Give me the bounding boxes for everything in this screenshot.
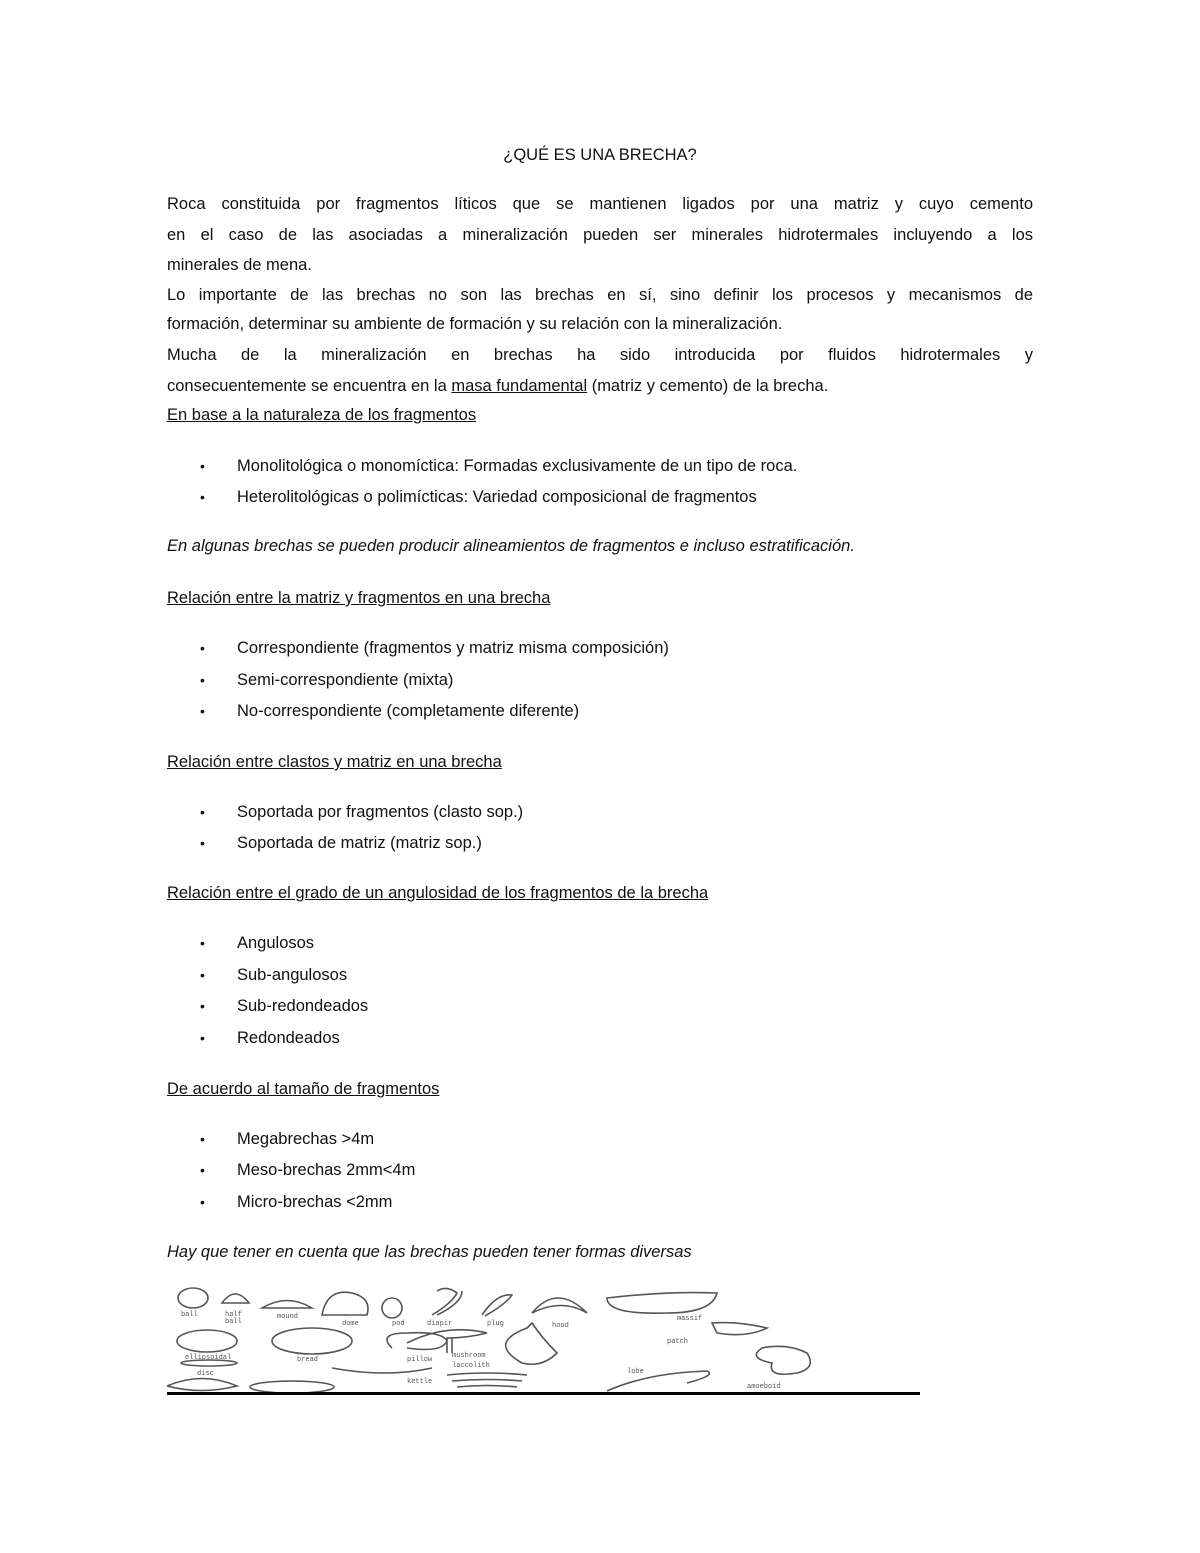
figure-label: dome — [342, 1320, 359, 1328]
list-item — [200, 670, 453, 690]
shape-patch — [712, 1323, 767, 1335]
figure-label: amoeboid — [747, 1383, 781, 1391]
italic-note: Hay que tener en cuenta que las brechas pueden tener formas diversas — [167, 1243, 692, 1261]
list-item-text: No-correspondiente (completamente diferente) — [237, 702, 580, 720]
list-item-text: Angulosos — [237, 934, 315, 952]
shape-diapir — [432, 1288, 462, 1315]
list-item-text: Sub-angulosos — [237, 966, 348, 984]
bullet-icon: • — [200, 998, 205, 1014]
list-item — [200, 965, 347, 985]
bullet-icon: • — [200, 1162, 205, 1178]
shape-lobe — [607, 1371, 710, 1391]
paragraph-line: Mucha de la mineralización en brechas ha sido introducida por fluidos hidrotermales y — [167, 346, 1033, 364]
bullet-icon: • — [200, 835, 205, 851]
list-item-text: Meso-brechas 2mm<4m — [237, 1161, 416, 1179]
shape-hood — [532, 1298, 587, 1313]
shape-dome — [322, 1292, 368, 1315]
section-heading: En base a la naturaleza de los fragmentos — [167, 406, 477, 424]
bullet-icon: • — [200, 640, 205, 656]
paragraph-line: Lo importante de las brechas no son las brechas en sí, sino definir los procesos y mecanismos de — [167, 286, 1033, 304]
figure-label: mushroom — [452, 1352, 486, 1360]
shape-half-ball — [222, 1294, 249, 1303]
list-item-text: Soportada de matriz (matriz sop.) — [237, 834, 482, 852]
list-item — [200, 933, 314, 953]
bullet-icon: • — [200, 489, 205, 505]
figure-label: kettle — [407, 1378, 433, 1386]
list-item-text: Heterolitológicas o polimícticas: Variedad composicional de fragmentos — [237, 488, 757, 506]
list-item-text: Correspondiente (fragmentos y matriz misma composición) — [237, 639, 669, 657]
list-item — [200, 1192, 392, 1212]
shape-pillow — [387, 1333, 447, 1350]
figure-label: lobe — [627, 1368, 644, 1376]
list-item — [200, 802, 523, 822]
figure-label: pillow — [407, 1356, 433, 1364]
list-item — [200, 833, 482, 853]
list-item — [200, 1160, 415, 1180]
shape-lens — [167, 1379, 237, 1391]
paragraph-line: en el caso de las asociadas a mineralización pueden ser minerales hidrotermales incluyendo a los — [167, 226, 1033, 244]
paragraph-line: Roca constituida por fragmentos líticos que se mantienen ligados por una matriz y cuyo cemento — [167, 195, 1033, 213]
list-item — [200, 456, 797, 476]
figure-label: plug — [487, 1320, 504, 1328]
text: (matriz y cemento) de la brecha. — [587, 377, 829, 395]
bullet-icon: • — [200, 1194, 205, 1210]
list-item-text: Soportada por fragmentos (clasto sop.) — [237, 803, 524, 821]
italic-note: En algunas brechas se pueden producir alineamientos de fragmentos e incluso estratificación. — [167, 537, 855, 555]
shape-ball — [178, 1288, 208, 1308]
list-item-text: Semi-correspondiente (mixta) — [237, 671, 454, 689]
figure-bottom-border — [167, 1392, 920, 1395]
section-heading: Relación entre el grado de un angulosidad de los fragmentos de la brecha — [167, 884, 709, 902]
shape-mound — [262, 1301, 312, 1309]
bullet-icon: • — [200, 967, 205, 983]
underlined-term: masa fundamental — [451, 377, 588, 395]
figure-label: bread — [297, 1356, 319, 1364]
list-item-text: Redondeados — [237, 1029, 340, 1047]
paragraph-line: formación, determinar su ambiente de formación y su relación con la mineralización. — [167, 315, 783, 333]
list-item-text: Sub-redondeados — [237, 997, 369, 1015]
bullet-icon: • — [200, 1030, 205, 1046]
list-item-text: Monolitológica o monomíctica: Formadas exclusivamente de un tipo de roca. — [237, 457, 798, 475]
list-item-text: Micro-brechas <2mm — [237, 1193, 393, 1211]
bullet-icon: • — [200, 804, 205, 820]
bullet-icon: • — [200, 703, 205, 719]
document-title: ¿QUÉ ES UNA BRECHA? — [503, 146, 697, 164]
figure-label: ellipsoidal — [185, 1354, 232, 1362]
shape-laccolith — [332, 1368, 432, 1373]
figure-label: patch — [667, 1338, 689, 1346]
figure-label: ball — [225, 1318, 242, 1326]
shape-pod — [382, 1298, 402, 1318]
list-item — [200, 701, 579, 721]
list-item — [200, 996, 368, 1016]
list-item — [200, 1129, 374, 1149]
shape-amoeboid — [756, 1346, 810, 1374]
figure-label: diapir — [427, 1320, 453, 1328]
bullet-icon: • — [200, 935, 205, 951]
bullet-icon: • — [200, 672, 205, 688]
shape-bread — [272, 1328, 352, 1354]
shape-heart — [506, 1323, 557, 1364]
figure-label: half — [225, 1311, 242, 1319]
bullet-icon: • — [200, 1131, 205, 1147]
breccia-shapes-figure — [167, 1283, 921, 1395]
figure-label: laccolith — [452, 1362, 490, 1370]
text: consecuentemente se encuentra en la — [167, 377, 452, 395]
figure-label: massif — [677, 1315, 703, 1323]
shape-massif — [607, 1293, 717, 1314]
shape-ellipsoidal — [177, 1330, 237, 1352]
section-heading: Relación entre la matriz y fragmentos en una brecha — [167, 589, 551, 607]
paragraph-line — [167, 376, 1033, 396]
figure-label: pod — [392, 1320, 405, 1328]
section-heading: De acuerdo al tamaño de fragmentos — [167, 1080, 440, 1098]
figure-label: disc — [197, 1370, 214, 1378]
bullet-icon: • — [200, 458, 205, 474]
list-item — [200, 1028, 340, 1048]
paragraph-line: minerales de mena. — [167, 256, 312, 274]
figure-label: ball — [181, 1311, 198, 1319]
list-item — [200, 638, 669, 658]
list-item-text: Megabrechas >4m — [237, 1130, 375, 1148]
figure-label: hood — [552, 1322, 569, 1330]
section-heading: Relación entre clastos y matriz en una brecha — [167, 753, 502, 771]
shape-plug — [482, 1295, 512, 1316]
figure-label: mound — [277, 1313, 299, 1321]
shape-kettle — [447, 1373, 527, 1387]
list-item — [200, 487, 757, 507]
